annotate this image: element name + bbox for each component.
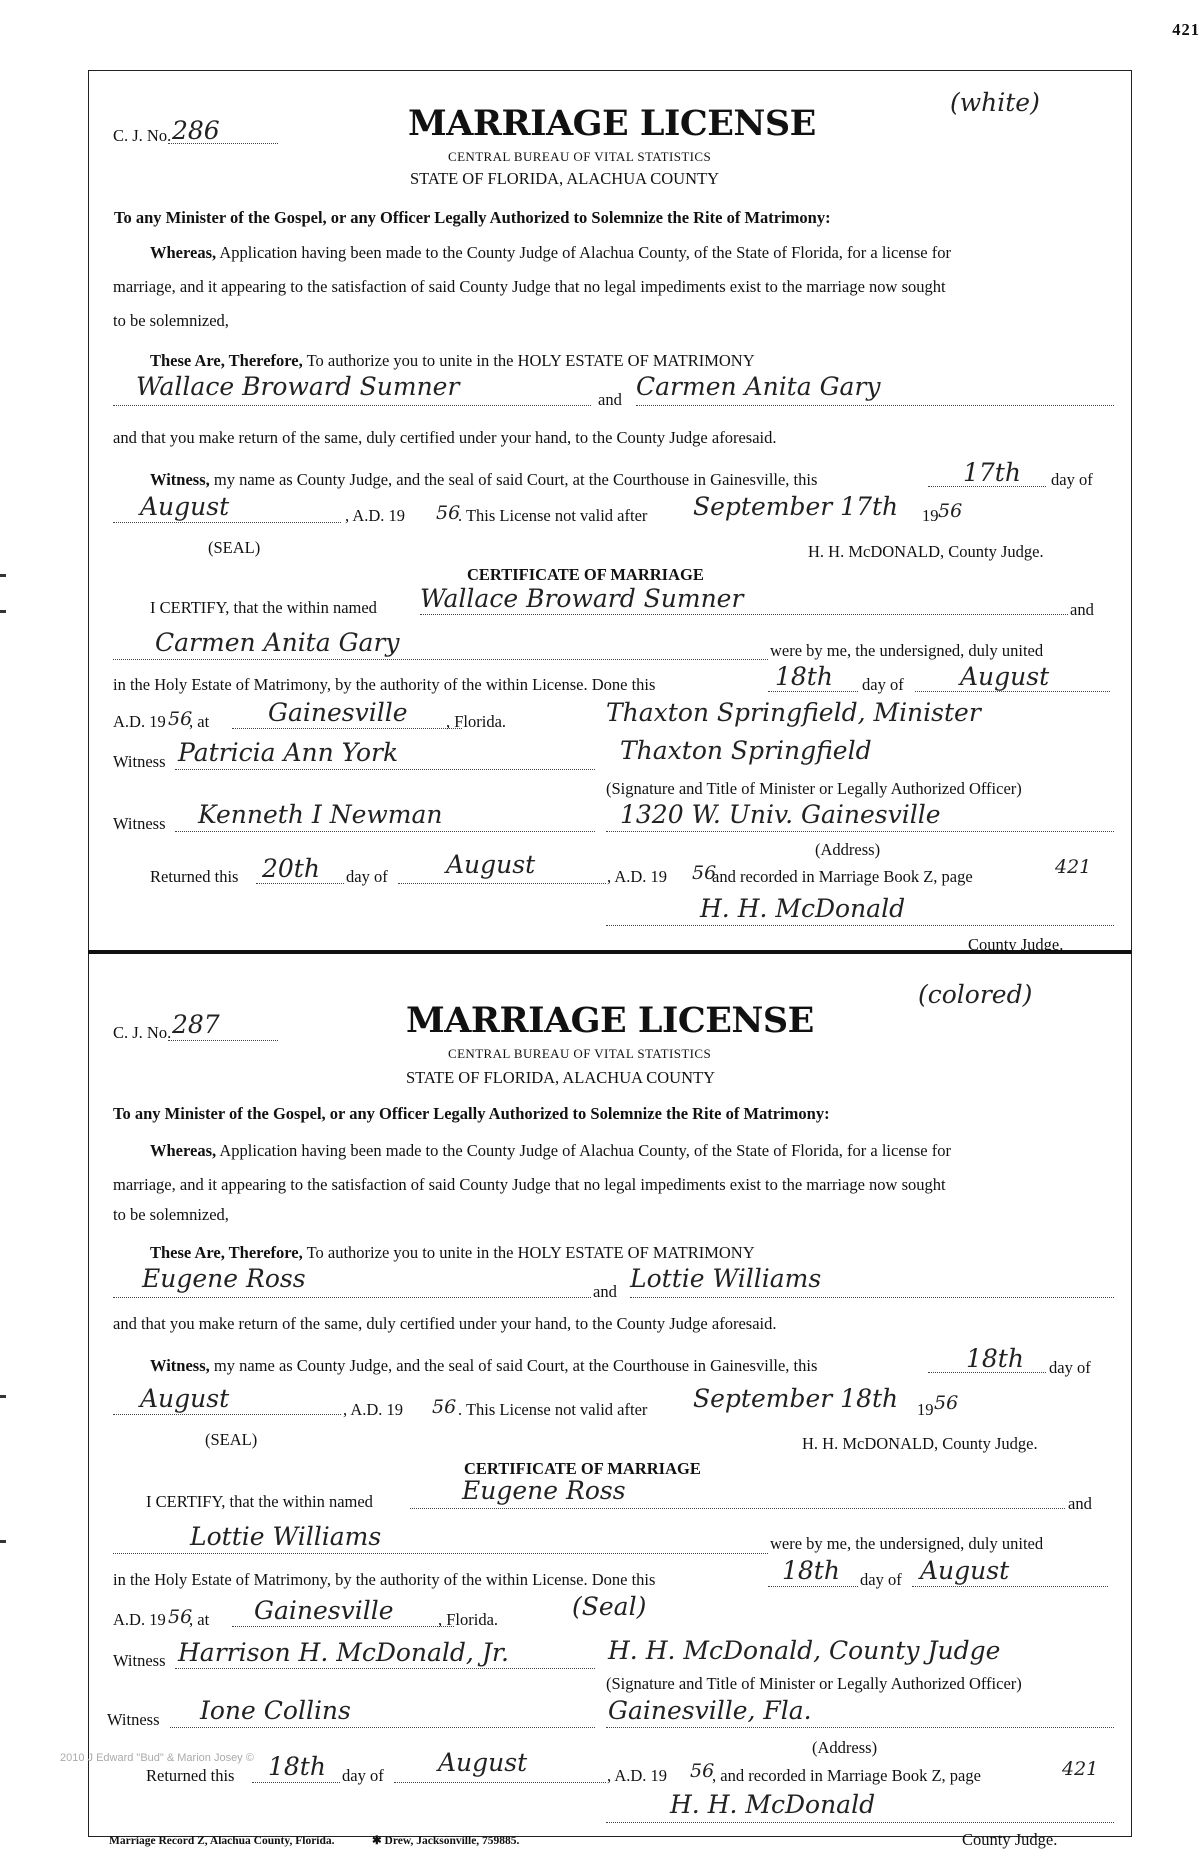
- officer-address: 1320 W. Univ. Gainesville: [620, 800, 941, 829]
- address-caption: (Address): [815, 840, 881, 859]
- scan-mark: [0, 574, 6, 577]
- scan-mark: [0, 610, 6, 613]
- returned-year: 56: [692, 862, 717, 884]
- cert-bride-line: [113, 1553, 768, 1554]
- returned-day: 18th: [268, 1752, 326, 1781]
- day-of: day of: [1051, 470, 1093, 489]
- whereas-bold: Whereas,: [150, 1141, 217, 1160]
- cj-line: [168, 1040, 278, 1041]
- florida-label: , Florida.: [446, 712, 507, 731]
- license-title: MARRIAGE LICENSE: [406, 1000, 814, 1041]
- issue-day: 17th: [963, 458, 1021, 487]
- seal-label: (SEAL): [205, 1430, 258, 1449]
- section-divider: [88, 950, 1132, 954]
- returned-year: 56: [690, 1760, 715, 1782]
- cj-label: C. J. No.: [113, 1023, 172, 1042]
- address-line: To any Minister of the Gospel, or any Officer Legally Authorized to Solemnize the Rite of Matrimony:: [114, 208, 831, 227]
- cert-groom: Wallace Broward Sumner: [420, 584, 744, 613]
- bride-name: Lottie Williams: [630, 1264, 822, 1293]
- issue-month: August: [140, 492, 230, 521]
- holy-estate-line: in the Holy Estate of Matrimony, by the authority of the within License. Done this: [113, 1570, 656, 1589]
- copyright-watermark: 2010 J Edward "Bud" & Marion Josey ©: [60, 1752, 254, 1764]
- issue-month: August: [140, 1384, 230, 1413]
- witness1-name: Harrison H. McDonald, Jr.: [178, 1638, 509, 1667]
- done-year: 56: [168, 708, 193, 730]
- cert-title: CERTIFICATE OF MARRIAGE: [464, 1459, 701, 1478]
- done-month-line: [915, 691, 1110, 692]
- witness2-label: Witness: [113, 814, 166, 833]
- cert-groom: Eugene Ross: [462, 1476, 626, 1505]
- cert-title: CERTIFICATE OF MARRIAGE: [467, 565, 704, 584]
- state-county: STATE OF FLORIDA, ALACHUA COUNTY: [406, 1068, 715, 1087]
- witness-rest: my name as County Judge, and the seal of said Court, at the Courthouse in Gainesville, this: [213, 470, 818, 489]
- issue-day: 18th: [966, 1344, 1024, 1373]
- race-note: (colored): [918, 980, 1033, 1009]
- witness2-name: Ione Collins: [200, 1696, 351, 1725]
- certify-label: I CERTIFY, that the within named: [146, 1492, 373, 1511]
- returned-label: Returned this: [150, 867, 239, 886]
- footer-record: Marriage Record Z, Alachua County, Florida.: [109, 1835, 335, 1847]
- returned-day-of: day of: [346, 867, 388, 886]
- place-line: [232, 728, 462, 729]
- expiry-year: 56: [938, 500, 963, 522]
- returned-day-of: day of: [342, 1766, 384, 1785]
- expiry-date: September 17th: [693, 492, 899, 521]
- certify-label: I CERTIFY, that the within named: [150, 598, 377, 617]
- bureau: CENTRAL BUREAU OF VITAL STATISTICS: [448, 149, 712, 164]
- cj-number: 287: [172, 1010, 220, 1039]
- united-label: were by me, the undersigned, duly united: [770, 641, 1044, 660]
- done-day: 18th: [775, 662, 833, 691]
- witness2-line: [170, 1727, 595, 1728]
- witness-rest: my name as County Judge, and the seal of said Court, at the Courthouse in Gainesville, this: [213, 1356, 818, 1375]
- race-note: (white): [950, 88, 1040, 117]
- whereas-line-2: marriage, and it appearing to the satisfaction of said County Judge that no legal impediments exist to the marriage now sought: [113, 277, 946, 296]
- county-judge-label: County Judge.: [968, 935, 1064, 954]
- groom-line: [113, 405, 591, 406]
- ad-label: , A.D. 19: [343, 1400, 404, 1419]
- recorded-label: and recorded in Marriage Book Z, page: [712, 867, 973, 886]
- done-day-line: [768, 1586, 858, 1587]
- at-label: , at: [189, 1610, 210, 1629]
- issue-year: 56: [432, 1396, 457, 1418]
- whereas-text-1: Application having been made to the County Judge of Alachua County, of the State of Florida, for a license for: [219, 243, 951, 262]
- groom-name: Eugene Ross: [142, 1264, 306, 1293]
- witness2-label: Witness: [107, 1710, 160, 1729]
- officer-address: Gainesville, Fla.: [608, 1696, 812, 1725]
- ad2-label: A.D. 19: [113, 712, 166, 731]
- ad2-label: A.D. 19: [113, 1610, 166, 1629]
- returned-month-line: [398, 883, 606, 884]
- returned-ad: , A.D. 19: [607, 867, 668, 886]
- issue-month-line: [113, 1414, 341, 1415]
- page-number: 421: [1172, 20, 1200, 39]
- cert-and: and: [1068, 1494, 1092, 1513]
- groom-name: Wallace Broward Sumner: [136, 372, 460, 401]
- done-day: 18th: [782, 1556, 840, 1585]
- address-caption: (Address): [812, 1738, 878, 1757]
- cert-and: and: [1070, 600, 1094, 619]
- officer-title: Thaxton Springfield, Minister: [606, 698, 981, 727]
- returned-day: 20th: [262, 854, 320, 883]
- issue-year: 56: [436, 502, 461, 524]
- whereas-line-3: to be solemnized,: [113, 1205, 229, 1224]
- footer-printer: ✱ Drew, Jacksonville, 759885.: [372, 1835, 520, 1847]
- judge-signature: H. H. McDonald: [670, 1790, 876, 1819]
- returned-month: August: [438, 1748, 528, 1777]
- expiry-date: September 18th: [693, 1384, 899, 1413]
- state-county: STATE OF FLORIDA, ALACHUA COUNTY: [410, 169, 719, 188]
- not-valid: . This License not valid after: [458, 1400, 648, 1419]
- cj-number: 286: [172, 116, 220, 145]
- officer-signature: Thaxton Springfield: [620, 736, 872, 765]
- witness2-name: Kenneth I Newman: [198, 800, 443, 829]
- whereas-line-1: [150, 245, 951, 262]
- united-label: were by me, the undersigned, duly united: [770, 1534, 1044, 1553]
- these-rest: To authorize you to unite in the HOLY ESTATE OF MATRIMONY: [306, 351, 755, 370]
- witness-bold: Witness,: [150, 470, 210, 489]
- witness1-line: [175, 1668, 595, 1669]
- these-are-line: [150, 1245, 755, 1262]
- judge-sig-line: [606, 1822, 1114, 1823]
- done-month: August: [960, 662, 1050, 691]
- done-day-of: day of: [860, 1570, 902, 1589]
- witness-line: [150, 472, 817, 489]
- officer-address-line: [606, 831, 1114, 832]
- seal-label: (SEAL): [208, 538, 261, 557]
- expiry-19: 19: [922, 506, 939, 525]
- returned-day-line: [256, 883, 344, 884]
- officer-signature: H. H. McDonald, County Judge: [608, 1636, 1001, 1665]
- expiry-19: 19: [917, 1400, 934, 1419]
- sig-caption: (Signature and Title of Minister or Legally Authorized Officer): [606, 779, 1022, 798]
- county-judge-label: County Judge.: [962, 1830, 1058, 1849]
- witness1-label: Witness: [113, 752, 166, 771]
- whereas-bold: Whereas,: [150, 243, 217, 262]
- cert-groom-line: [410, 1508, 1065, 1509]
- these-bold: These Are, Therefore,: [150, 1243, 303, 1262]
- and-label: and: [598, 390, 622, 409]
- sig-caption: (Signature and Title of Minister or Legally Authorized Officer): [606, 1674, 1022, 1693]
- issue-month-line: [113, 522, 341, 523]
- groom-line: [113, 1297, 591, 1298]
- whereas-line-3: to be solemnized,: [113, 311, 229, 330]
- cert-bride-line: [113, 659, 768, 660]
- done-day-line: [768, 691, 858, 692]
- returned-month: August: [446, 850, 536, 879]
- return-line: and that you make return of the same, duly certified under your hand, to the County Judge aforesaid.: [113, 428, 777, 447]
- cj-label: C. J. No.: [113, 126, 172, 145]
- returned-ad: , A.D. 19: [607, 1766, 668, 1785]
- book-page: 421: [1062, 1758, 1099, 1780]
- these-are-line: [150, 353, 755, 370]
- book-page: 421: [1055, 856, 1092, 878]
- returned-month-line: [394, 1782, 606, 1783]
- witness-line: [150, 1358, 817, 1375]
- cert-bride: Lottie Williams: [190, 1522, 382, 1551]
- witness1-name: Patricia Ann York: [178, 738, 399, 767]
- witness2-line: [175, 831, 595, 832]
- witness-bold: Witness,: [150, 1356, 210, 1375]
- judge-name: H. H. McDONALD, County Judge.: [802, 1434, 1038, 1453]
- place-line: [232, 1626, 454, 1627]
- bride-line: [636, 405, 1114, 406]
- expiry-year: 56: [934, 1392, 959, 1414]
- these-rest: To authorize you to unite in the HOLY ESTATE OF MATRIMONY: [306, 1243, 755, 1262]
- holy-estate-line: in the Holy Estate of Matrimony, by the authority of the within License. Done this: [113, 675, 656, 694]
- at-label: , at: [189, 712, 210, 731]
- judge-signature: H. H. McDonald: [700, 894, 906, 923]
- day-of: day of: [1049, 1358, 1091, 1377]
- done-year: 56: [168, 1606, 193, 1628]
- recorded-label: , and recorded in Marriage Book Z, page: [712, 1766, 981, 1785]
- whereas-line-2: marriage, and it appearing to the satisfaction of said County Judge that no legal impediments exist to the marriage now sought: [113, 1175, 946, 1194]
- returned-day-line: [252, 1782, 340, 1783]
- place: Gainesville: [254, 1596, 394, 1625]
- ad-label: , A.D. 19: [345, 506, 406, 525]
- return-line: and that you make return of the same, duly certified under your hand, to the County Judge aforesaid.: [113, 1314, 777, 1333]
- address-line: To any Minister of the Gospel, or any Officer Legally Authorized to Solemnize the Rite of Matrimony:: [113, 1104, 830, 1123]
- judge-name: H. H. McDONALD, County Judge.: [808, 542, 1044, 561]
- done-day-of: day of: [862, 675, 904, 694]
- cert-groom-line: [420, 614, 1068, 615]
- florida-label: , Florida.: [438, 1610, 499, 1629]
- officer-address-line: [606, 1727, 1114, 1728]
- scan-mark: [0, 1395, 6, 1398]
- place: Gainesville: [268, 698, 408, 727]
- and-label: and: [593, 1282, 617, 1301]
- done-month: August: [920, 1556, 1010, 1585]
- judge-sig-line: [606, 925, 1114, 926]
- bureau: CENTRAL BUREAU OF VITAL STATISTICS: [448, 1046, 712, 1061]
- bride-name: Carmen Anita Gary: [636, 372, 881, 401]
- whereas-line-1: [150, 1143, 951, 1160]
- seal-note: (Seal): [572, 1592, 647, 1621]
- these-bold: These Are, Therefore,: [150, 351, 303, 370]
- scan-mark: [0, 1540, 6, 1543]
- witness1-line: [175, 769, 595, 770]
- done-month-line: [912, 1586, 1108, 1587]
- bride-line: [630, 1297, 1114, 1298]
- returned-label: Returned this: [146, 1766, 235, 1785]
- cert-bride: Carmen Anita Gary: [155, 628, 400, 657]
- license-title: MARRIAGE LICENSE: [408, 103, 816, 144]
- whereas-text-1: Application having been made to the County Judge of Alachua County, of the State of Florida, for a license for: [219, 1141, 951, 1160]
- witness1-label: Witness: [113, 1651, 166, 1670]
- not-valid: . This License not valid after: [458, 506, 648, 525]
